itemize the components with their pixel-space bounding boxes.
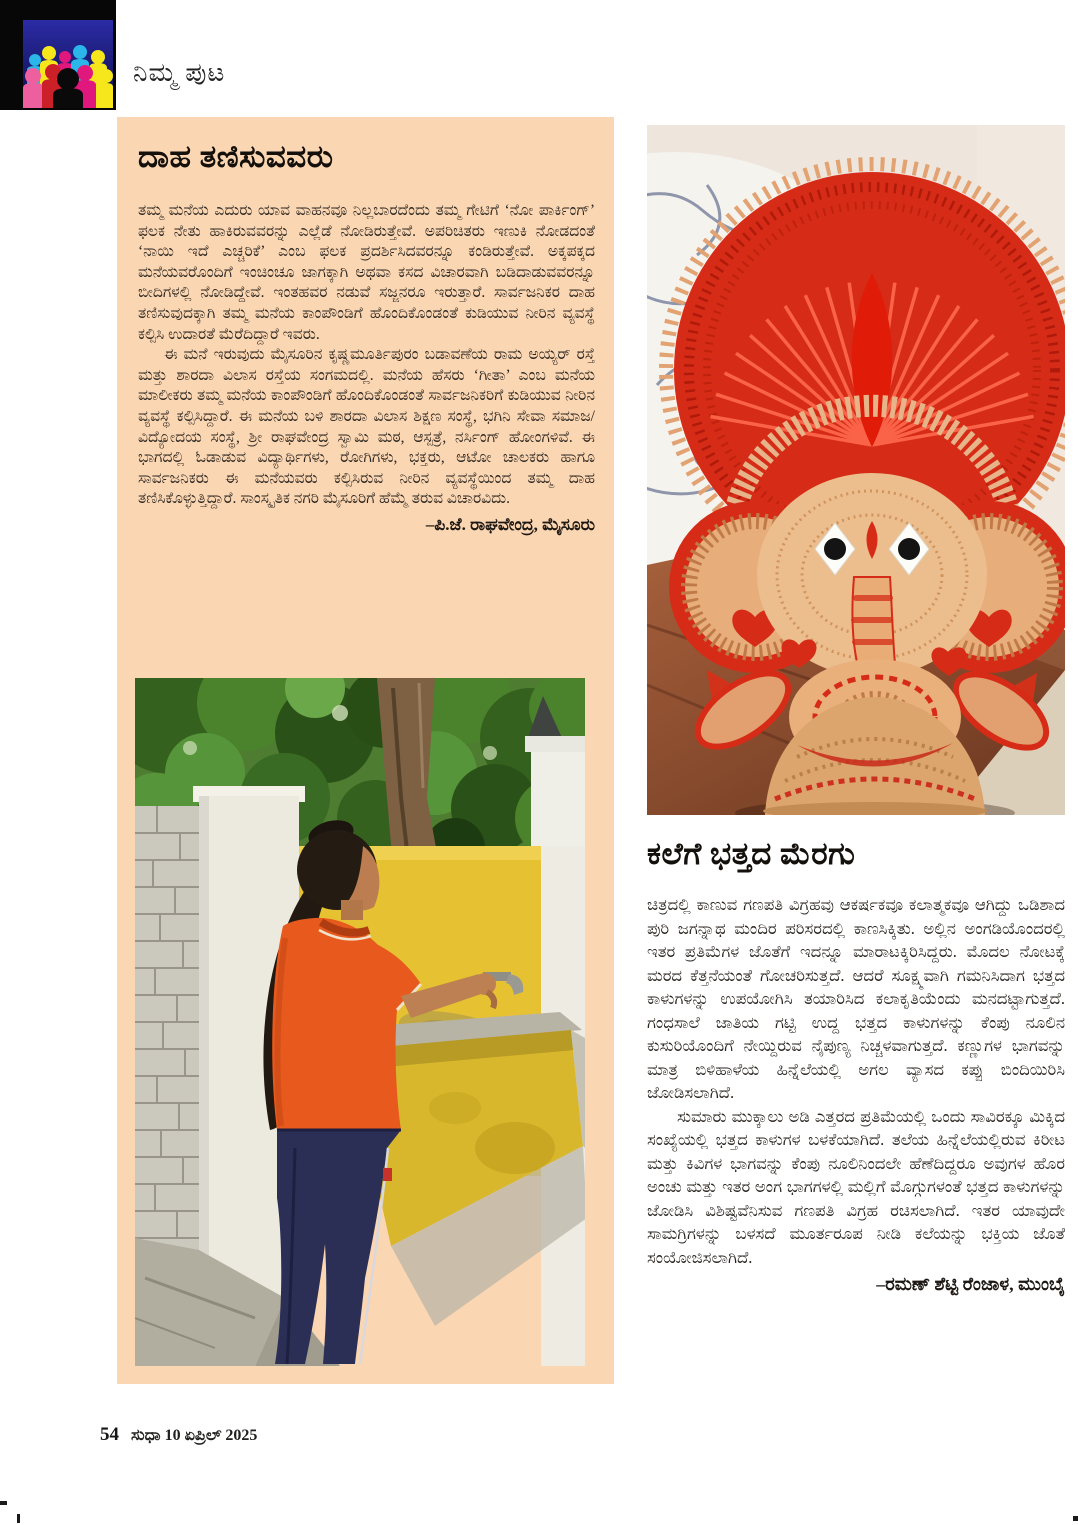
right-article-byline: –ರಮಣ್ ಶೆಟ್ಟಿ ರೆಂಜಾಳ, ಮುಂಬೈ xyxy=(876,1274,1065,1294)
print-mark xyxy=(1073,1516,1078,1521)
issue-date: ಸುಧಾ 10 ಏಪ್ರಿಲ್ 2025 xyxy=(131,1427,258,1444)
print-mark xyxy=(17,1514,20,1523)
left-article-panel xyxy=(117,117,614,1384)
page-footer xyxy=(100,1424,257,1446)
left-article-byline: –ಪಿ.ಜೆ. ರಾಘವೇಂದ್ರ, ಮೈಸೂರು xyxy=(425,514,595,534)
print-mark xyxy=(0,1501,7,1505)
page-number: 54 xyxy=(100,1424,119,1445)
left-article-paragraph-1: ತಮ್ಮ ಮನೆಯ ಎದುರು ಯಾವ ವಾಹನವೂ ನಿಲ್ಲಬಾರದೆಂದು ತಮ್ಮ ಗೇಟಿಗೆ ‘ನೋ ಪಾರ್ಕಿಂಗ್’ ಫಲಕ ನೇತು ಹಾಕಿರುವವರನ್ನು ಎಲ್ಲೆಡೆ ನೋಡಿರುತ್ತೇವೆ. ಅಪರಿಚಿತರು ಇಣುಕಿ ನೋಡದಂತೆ ‘ನಾಯಿ ಇದೆ ಎಚ್ಚರಿಕೆ’ ಎಂಬ ಫಲಕ ಪ್ರದರ್ಶಿಸಿದವರನ್ನೂ ಕಂಡಿರುತ್ತೇವೆ. ಅಕ್ಕಪಕ್ಕದ ಮನೆಯವರೊಂದಿಗೆ ಇಂಚಿಂಚೂ ಜಾಗಕ್ಕಾಗಿ ಅಥವಾ ಕಸದ ವಿಚಾರವಾಗಿ ಬಡಿದಾಡುವವರನ್ನೂ ಬೀದಿಗಳಲ್ಲಿ ನೋಡಿದ್ದೇವೆ. ಇಂತಹವರ ನಡುವೆ ಸಜ್ಜನರೂ ಇರುತ್ತಾರೆ. ಸಾರ್ವಜನಿಕರ ದಾಹ ತಣಿಸುವುದಕ್ಕಾಗಿ ತಮ್ಮ ಮನೆಯ ಕಾಂಪೌಂಡಿಗೆ ಹೊಂದಿಕೊಂಡಂತೆ ಕುಡಿಯುವ ನೀರಿನ ವ್ಯವಸ್ಥೆ ಕಲ್ಪಿಸಿ ಉದಾರತೆ ಮೆರೆದಿದ್ದಾರೆ ಇವರು. xyxy=(138,202,595,343)
right-article-title: ಕಲೆಗೆ ಭತ್ತದ ಮೆರಗು xyxy=(647,836,856,871)
section-title: ನಿಮ್ಮ ಪುಟ xyxy=(133,58,226,87)
section-logo xyxy=(0,0,116,110)
left-article-paragraph-2: ಈ ಮನೆ ಇರುವುದು ಮೈಸೂರಿನ ಕೃಷ್ಣಮೂರ್ತಿಪುರಂ ಬಡಾವಣೆಯ ರಾಮ ಅಯ್ಯರ್ ರಸ್ತೆ ಮತ್ತು ಶಾರದಾ ವಿಲಾಸ ರಸ್ತೆಯ ಸಂಗಮದಲ್ಲಿ. ಮನೆಯ ಹೆಸರು ‘ಗೀತಾ’ ಎಂಬ ಮನೆಯ ಮಾಲೀಕರು ತಮ್ಮ ಮನೆಯ ಕಾಂಪೌಂಡಿಗೆ ಹೊಂದಿಕೊಂಡಂತೆ ಸಾರ್ವಜನಿಕರಿಗೆ ಕುಡಿಯುವ ನೀರಿನ ವ್ಯವಸ್ಥೆ ಕಲ್ಪಿಸಿದ್ದಾರೆ. ಈ ಮನೆಯ ಬಳಿ ಶಾರದಾ ವಿಲಾಸ ಶಿಕ್ಷಣ ಸಂಸ್ಥೆ, ಭಗಿನಿ ಸೇವಾ ಸಮಾಜ/ವಿದ್ಯೋದಯ ಸಂಸ್ಥೆ, ಶ್ರೀ ರಾಘವೇಂದ್ರ ಸ್ವಾಮಿ ಮಠ, ಆಸ್ಪತ್ರೆ, ನರ್ಸಿಂಗ್ ಹೋಂಗಳಿವೆ. ಈ ಭಾಗದಲ್ಲಿ ಓಡಾಡುವ ವಿದ್ಯಾರ್ಥಿಗಳು, ರೋಗಿಗಳು, ಭಕ್ತರು, ಆಟೋ ಚಾಲಕರು ಹಾಗೂ ಸಾರ್ವಜನಿಕರು ಈ ಮನೆಯವರು ಕಲ್ಪಿಸಿರುವ ನೀರಿನ ವ್ಯವಸ್ಥೆಯಿಂದ ತಮ್ಮ ದಾಹ ತಣಿಸಿಕೊಳ್ಳುತ್ತಿದ್ದಾರೆ. ಸಾಂಸ್ಕೃತಿಕ ನಗರಿ ಮೈಸೂರಿಗೆ ಹೆಮ್ಮೆ ತರುವ ವಿಚಾರವಿದು. xyxy=(138,346,595,508)
paddy-grain-ganesha-artwork-photo xyxy=(647,125,1065,815)
crowd-people-icon xyxy=(23,20,113,108)
right-article-paragraph-1: ಚಿತ್ರದಲ್ಲಿ ಕಾಣುವ ಗಣಪತಿ ವಿಗ್ರಹವು ಆಕರ್ಷಕವೂ ಕಲಾತ್ಮಕವೂ ಆಗಿದ್ದು ಒಡಿಶಾದ ಪುರಿ ಜಗನ್ನಾಥ ಮಂದಿರ ಪರಿಸರದಲ್ಲಿ ಕಾಣಸಿಕ್ಕಿತು. ಅಲ್ಲಿನ ಅಂಗಡಿಯೊಂದರಲ್ಲಿ ಇತರ ಪ್ರತಿಮೆಗಳ ಜೊತೆಗೆ ಇದನ್ನೂ ಮಾರಾಟಕ್ಕಿರಿಸಿದ್ದರು. ಮೊದಲ ನೋಟಕ್ಕೆ ಮರದ ಕೆತ್ತನೆಯಂತೆ ಗೋಚರಿಸುತ್ತದೆ. ಆದರೆ ಸೂಕ್ಷ್ಮವಾಗಿ ಗಮನಿಸಿದಾಗ ಭತ್ತದ ಕಾಳುಗಳನ್ನು ಉಪಯೋಗಿಸಿ ತಯಾರಿಸಿದ ಕಲಾಕೃತಿಯೆಂದು ಮನದಟ್ಟಾಗುತ್ತದೆ. ಗಂಧಸಾಲೆ ಜಾತಿಯ ಗಟ್ಟಿ ಉದ್ದ ಭತ್ತದ ಕಾಳುಗಳನ್ನು ಕೆಂಪು ನೂಲಿನ ಕುಸುರಿಯೊಂದಿಗೆ ನೇಯ್ದಿರುವ ನೈಪುಣ್ಯ ನಿಚ್ಚಳವಾಗುತ್ತದೆ. ಕಣ್ಣುಗಳ ಭಾಗವನ್ನು ಮಾತ್ರ ಬಿಳಿಹಾಳೆಯ ಹಿನ್ನೆಲೆಯಲ್ಲಿ ಅಗಲ ವ್ಯಾಸದ ಕಪ್ಪು ಬಿಂದಿಯಿರಿಸಿ ಜೋಡಿಸಲಾಗಿದೆ. xyxy=(647,895,1065,1102)
left-article-body xyxy=(138,201,595,536)
girl-drinking-water-tap-photo xyxy=(135,678,585,1366)
right-article-body xyxy=(647,893,1065,1297)
left-article-title: ದಾಹ ತಣಿಸುವವರು xyxy=(138,139,334,174)
right-article-paragraph-2: ಸುಮಾರು ಮುಕ್ಕಾಲು ಅಡಿ ಎತ್ತರದ ಪ್ರತಿಮೆಯಲ್ಲಿ ಒಂದು ಸಾವಿರಕ್ಕೂ ಮಿಕ್ಕಿದ ಸಂಖ್ಯೆಯಲ್ಲಿ ಭತ್ತದ ಕಾಳುಗಳ ಬಳಕೆಯಾಗಿದೆ. ತಲೆಯ ಹಿನ್ನೆಲೆಯಲ್ಲಿರುವ ಕಿರೀಟ ಮತ್ತು ಕಿವಿಗಳ ಭಾಗವನ್ನು ಕೆಂಪು ನೂಲಿನಿಂದಲೇ ಹೆಣೆದಿದ್ದರೂ ಅವುಗಳ ಹೊರ ಅಂಚು ಮತ್ತು ಇತರ ಅಂಗ ಭಾಗಗಳಲ್ಲಿ ಮಲ್ಲಿಗೆ ಮೊಗ್ಗುಗಳಂತೆ ಭತ್ತದ ಕಾಳುಗಳನ್ನು ಜೋಡಿಸಿ ವಿಶಿಷ್ಟವೆನಿಸುವ ಗಣಪತಿ ವಿಗ್ರಹ ರಚಿಸಲಾಗಿದೆ. ಇತರ ಯಾವುದೇ ಸಾಮಗ್ರಿಗಳನ್ನು ಬಳಸದೆ ಮೂರ್ತರೂಪ ನೀಡಿ ಕಲೆಯನ್ನು ಭಕ್ತಿಯ ಜೊತೆ ಸಂಯೋಜಿಸಲಾಗಿದೆ. xyxy=(647,1106,1065,1267)
